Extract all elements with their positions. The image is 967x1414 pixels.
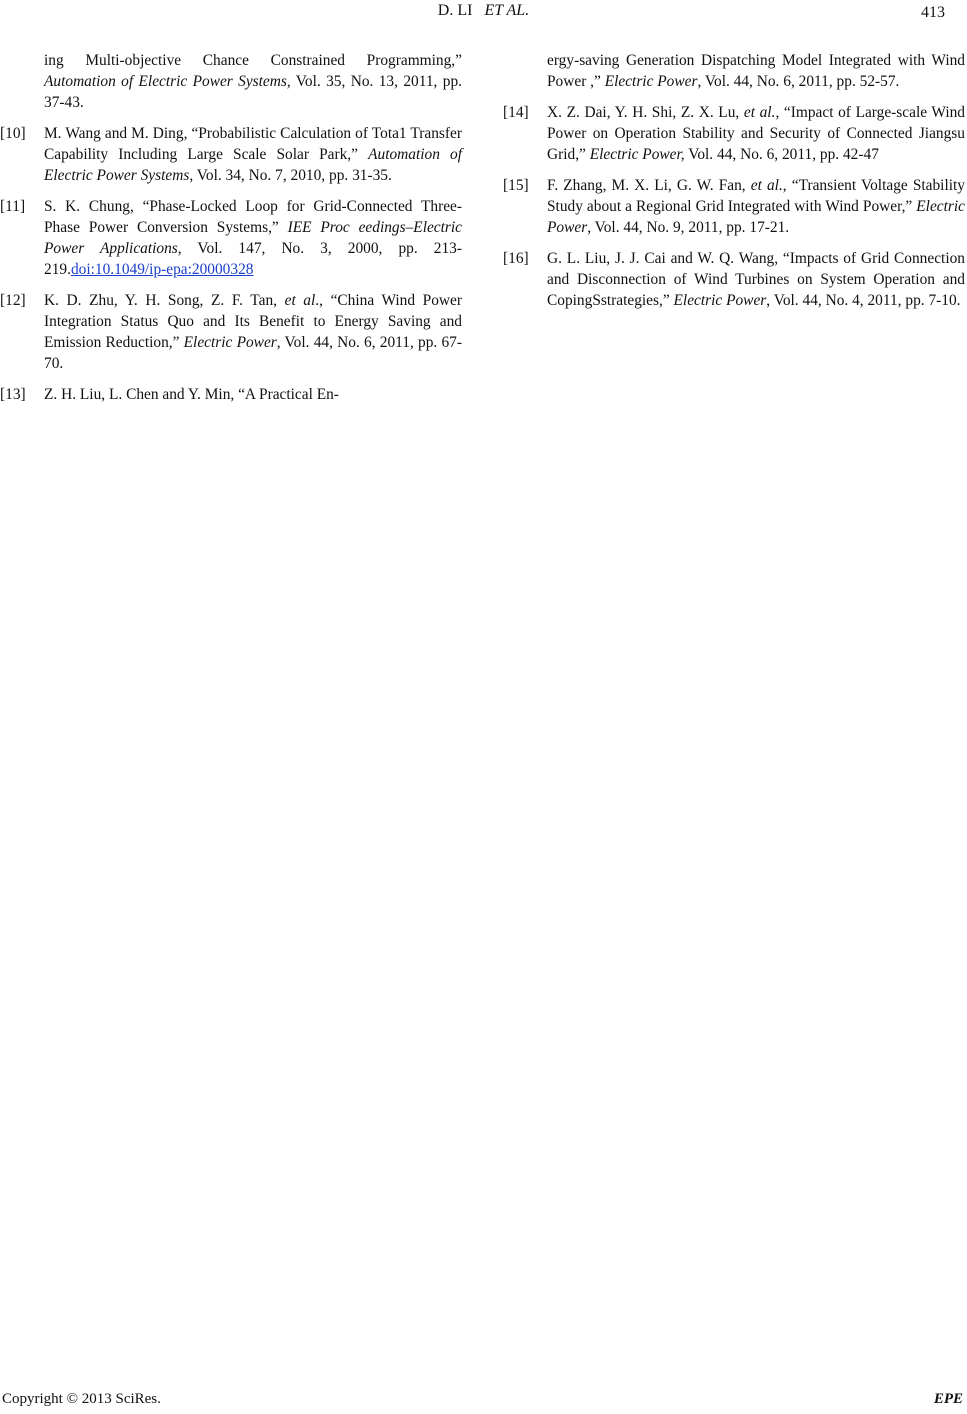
reference-italic-text: Electric Power [547, 198, 965, 236]
reference-text: , Vol. 44, No. 6, 2011, pp. 67-70. [44, 334, 462, 372]
reference-number: [16] [503, 250, 529, 267]
reference-text: , “Impact of Large-scale Wind Power on Operation Stability and Security of Connected Jiangsu Grid,” [547, 104, 965, 163]
reference-italic-text: Electric Power [183, 334, 277, 351]
header-author: D. LI [437, 2, 473, 19]
reference-text: , “Transient Voltage Stability Study about a Regional Grid Integrated with Wind Power,” [547, 177, 965, 215]
reference-text: K. D. Zhu, Y. H. Song, Z. F. Tan, [44, 292, 285, 309]
reference-text: F. Zhang, M. X. Li, G. W. Fan, [547, 177, 751, 194]
reference-text: Vol. 44, No. 6, 2011, pp. 42-47 [684, 146, 879, 163]
references-left-column [0, 50, 462, 415]
reference-text: ., “China Wind Power Integration Status Quo and Its Benefit to Energy Saving and Emission Reduction,” [44, 292, 462, 351]
reference-entry [503, 102, 965, 165]
reference-text: , Vol. 34, No. 7, 2010, pp. 31-35. [189, 167, 392, 184]
reference-italic-text: IEE Proc eedings–Electric Power Applications [44, 219, 463, 257]
reference-entry [503, 248, 965, 311]
reference-number: [11] [0, 198, 26, 215]
reference-text: , Vol. 44, No. 6, 2011, pp. 52-57. [697, 73, 900, 90]
page-number: 413 [921, 4, 945, 21]
reference-italic-text: Electric Power [604, 73, 698, 90]
header-etal: ET AL. [484, 2, 530, 19]
reference-text: S. K. Chung, “Phase-Locked Loop for Grid-Connected Three-Phase Power Conversion Systems,” [44, 198, 462, 236]
reference-text: Vol. 35, No. 13, 2011, pp. 37-43. [44, 73, 462, 111]
reference-italic-text: Automation of Electric Power Systems [44, 146, 462, 184]
running-header [0, 2, 967, 22]
reference-italic-text: et al. [750, 177, 783, 194]
reference-text: G. L. Liu, J. J. Cai and W. Q. Wang, “Impacts of Grid Connection and Disconnection of Wind Turbines on System Operation and CopingSstrategies,” [547, 250, 965, 309]
reference-italic-text: Automation of Electric Power Systems, [44, 73, 291, 90]
reference-text: , Vol. 44, No. 4, 2011, pp. 7-10. [766, 292, 961, 309]
reference-entry [0, 123, 462, 186]
reference-number: [12] [0, 292, 26, 309]
reference-continuation [503, 50, 965, 92]
reference-italic-text: et al [284, 292, 316, 309]
copyright-notice: Copyright © 2013 SciRes. [2, 1391, 161, 1407]
reference-text: M. Wang and M. Ding, “Probabilistic Calculation of Tota1 Transfer Capability Including Large Scale Solar Park,” [44, 125, 462, 163]
reference-continuation [0, 50, 462, 113]
reference-text: , Vol. 44, No. 9, 2011, pp. 17-21. [587, 219, 790, 236]
reference-text: ing Multi-objective Chance Constrained Programming,” [44, 52, 462, 69]
references-right-column [503, 50, 965, 321]
reference-entry [0, 196, 462, 280]
reference-text: Z. H. Liu, L. Chen and Y. Min, “A Practical En- [44, 386, 339, 403]
reference-number: [14] [503, 104, 529, 121]
reference-text: , Vol. 147, No. 3, 2000, pp. 213-219. [44, 240, 462, 278]
reference-italic-text: et al. [743, 104, 776, 121]
reference-italic-text: Electric Power, [589, 146, 685, 163]
journal-abbrev: EPE [933, 1391, 963, 1407]
reference-entry [0, 384, 462, 405]
reference-italic-text: Electric Power [673, 292, 767, 309]
reference-entry [0, 290, 462, 374]
reference-text: X. Z. Dai, Y. H. Shi, Z. X. Lu, [547, 104, 744, 121]
reference-text: ergy-saving Generation Dispatching Model Integrated with Wind Power ,” [547, 52, 965, 90]
reference-number: [13] [0, 386, 26, 403]
reference-number: [10] [0, 125, 26, 142]
header-authors [0, 2, 967, 20]
reference-number: [15] [503, 177, 529, 194]
doi-link[interactable]: doi:10.1049/ip-epa:20000328 [70, 261, 254, 278]
reference-entry [503, 175, 965, 238]
